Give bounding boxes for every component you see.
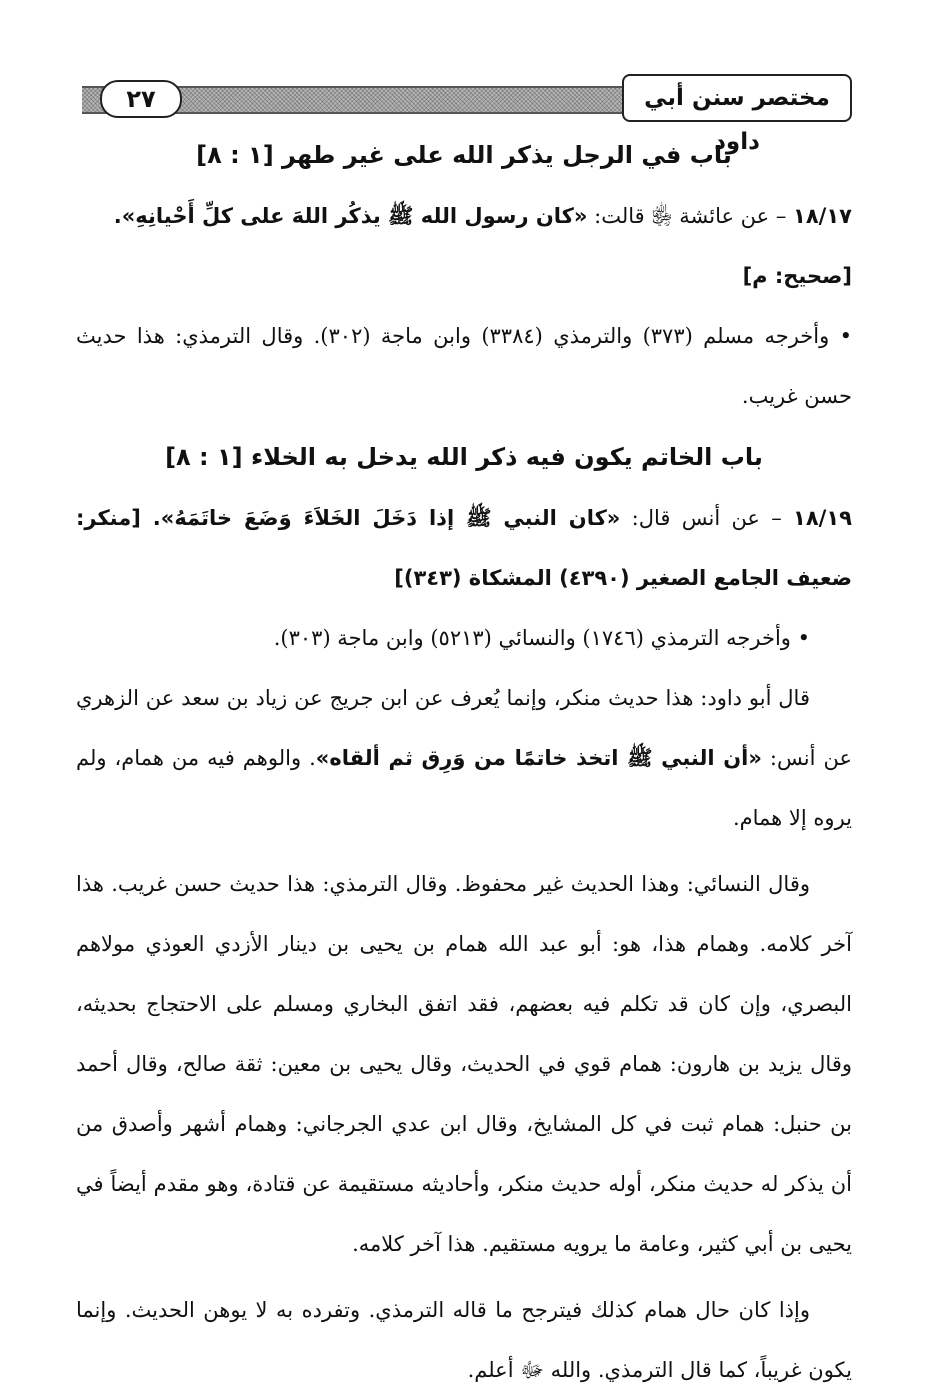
page-content xyxy=(76,124,852,1400)
chapter-title-1: باب في الرجل يذكر الله على غير طهر [١ : ٨] xyxy=(196,141,732,169)
page-number: ٢٧ xyxy=(100,80,182,118)
hadith-17-lead: – عن عائشة xyxy=(672,204,794,228)
hadith-18-quote-end: إذا دَخَلَ الخَلاَءَ وَضَعَ خاتَمَهُ». xyxy=(152,506,467,530)
abu-dawud-comment-text: قال أبو داود: هذا حديث منكر، وإنما يُعرف عن ابن جريج عن زياد بن سعد عن الزهري عن أنس: xyxy=(76,686,852,770)
hadith-17-said: قالت: xyxy=(587,204,652,228)
hadith-17-grade: [صحيح: م] xyxy=(742,264,852,288)
book-title: مختصر سنن أبي داود xyxy=(622,74,852,122)
hadith-17-number: ١٨/١٧ xyxy=(793,204,852,228)
salla-glyph: ﷺ xyxy=(627,746,653,770)
hadith-18-takhrij: • وأخرجه الترمذي (١٧٤٦) والنسائي (٥٢١٣) وابن ماجة (٣٠٣). xyxy=(273,626,810,650)
hadith-17-takhrij: • وأخرجه مسلم (٣٧٣) والترمذي (٣٣٨٤) وابن ماجة (٣٠٢). وقال الترمذي: هذا حديث حسن غريب. xyxy=(76,324,852,408)
hadith-18 xyxy=(76,488,852,608)
hadith-17-quote-start: «كان رسول الله xyxy=(413,204,588,228)
commentary-paragraph-2 xyxy=(76,1280,852,1400)
abu-dawud-comment xyxy=(76,668,852,848)
hadith-17 xyxy=(76,186,852,246)
hadith-18-grade: [منكر: ضعيف الجامع الصغير (٤٣٩٠) المشكاة (٣٤٣)] xyxy=(76,506,852,590)
salla-glyph: ﷺ xyxy=(466,506,492,530)
honorific-glyph: ﷻ xyxy=(520,1358,544,1382)
commentary-2-text: وإذا كان حال همام كذلك فيترجح ما قاله الترمذي. وتفرده به لا يوهن الحديث. وإنما يكون غريباً، كما قال الترمذي. والله xyxy=(76,1298,852,1382)
abu-dawud-quote-start: «أن النبي xyxy=(652,746,762,770)
hadith-18-lead: – عن أنس قال: xyxy=(620,506,794,530)
honorific-glyph: ﵂ xyxy=(651,204,673,228)
commentary-paragraph-1: وقال النسائي: وهذا الحديث غير محفوظ. وقال الترمذي: هذا حديث حسن غريب. هذا آخر كلامه. وهمام هذا، هو: أبو عبد الله همام بن يحيى بن دينار الأزدي العوذي مولاهم البصري، وإن كان قد تكلم فيه بعضهم، فقد اتفق البخاري ومسلم على الاحتجاج بحديثه، وقال يزيد بن هارون: همام قوي في الحديث، وقال يحيى بن معين: ثقة صالح، وقال أحمد بن حنبل: همام ثبت في كل المشايخ، وقال ابن عدي الجرجاني: وهمام أشهر وأصدق من أن يذكر له حديث منكر، أوله حديث منكر، وأحاديثه مستقيمة عن قتادة، وهو مقدم أيضاً في يحيى بن أبي كثير، وعامة ما يرويه مستقيم. هذا آخر كلامه. xyxy=(76,872,852,1256)
hadith-18-number: ١٨/١٩ xyxy=(793,506,852,530)
hadith-18-quote-start: «كان النبي xyxy=(491,506,621,530)
salla-glyph: ﷺ xyxy=(388,204,414,228)
chapter-title-2: باب الخاتم يكون فيه ذكر الله يدخل به الخلاء [١ : ٨] xyxy=(165,443,763,471)
abu-dawud-quote-end: اتخذ خاتمًا من وَرِق ثم ألقاه» xyxy=(315,746,628,770)
hadith-17-quote-end: يذكُر اللهَ على كلِّ أَحْيانِهِ». xyxy=(113,204,389,228)
abu-dawud-comment-end: . والوهم فيه من همام، ولم يروه إلا همام. xyxy=(76,746,852,830)
book-page xyxy=(76,72,852,1382)
commentary-2-end: أعلم. xyxy=(467,1358,521,1382)
